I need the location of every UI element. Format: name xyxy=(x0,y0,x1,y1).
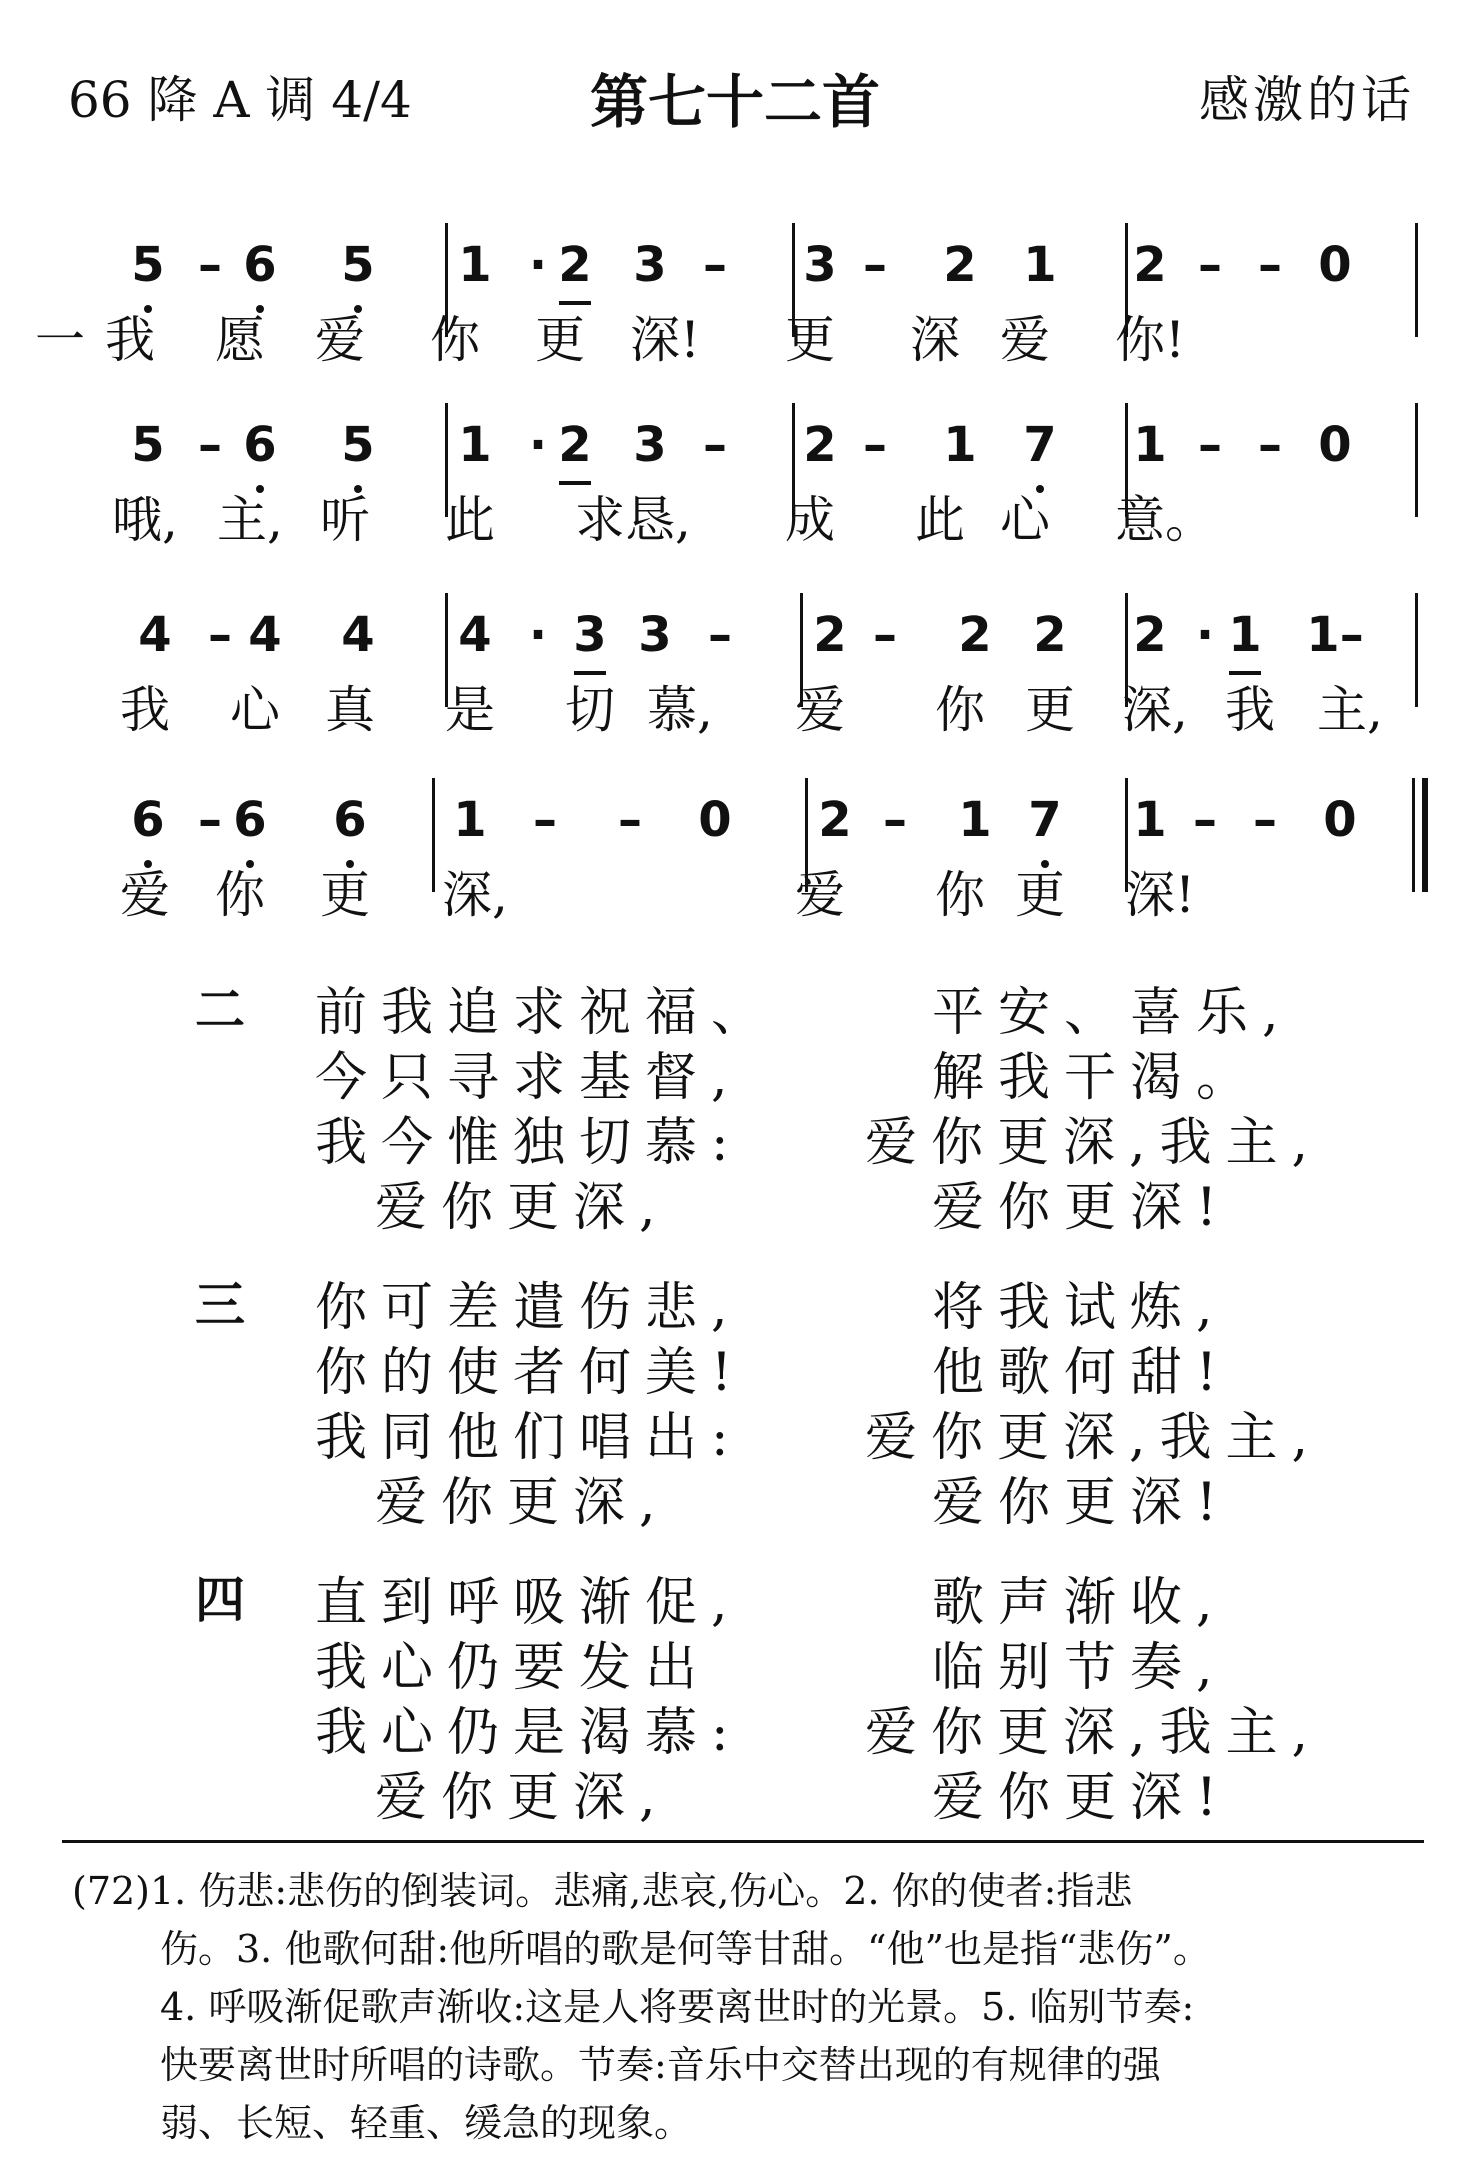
verse-line-second-half: 平安、喜乐, xyxy=(932,983,1293,1043)
note: – xyxy=(883,792,907,848)
lyric-syllable: 你! xyxy=(1114,311,1186,369)
note: 2 xyxy=(545,235,605,295)
note: 0 xyxy=(698,792,732,848)
note: 5 xyxy=(118,235,178,295)
note: 0 xyxy=(1318,417,1352,473)
note: 3 xyxy=(633,417,667,473)
note: 3 xyxy=(638,607,672,663)
barline xyxy=(1415,403,1418,517)
note: 4 xyxy=(458,607,492,663)
footnote-line: (72)1. 伤悲:悲伤的倒装词。悲痛,悲哀,伤心。2. 你的使者:指悲 xyxy=(72,1869,1133,1913)
note: · xyxy=(528,417,548,473)
footnote-line: 快要离世时所唱的诗歌。节奏:音乐中交替出现的有规律的强 xyxy=(160,2043,1161,2087)
note: 6 xyxy=(320,790,380,850)
verse-line-first-half: 今只寻求基督, xyxy=(315,1048,742,1108)
note: – xyxy=(703,417,727,473)
verse-line-first-half: 我心仍是渴慕: xyxy=(315,1703,743,1763)
lyric-syllable: 你 xyxy=(430,311,480,369)
lyric-syllable: 爱 xyxy=(120,866,170,924)
note: 4 xyxy=(248,607,282,663)
note: – xyxy=(618,792,642,848)
note: 2 xyxy=(1133,237,1167,293)
note: 2 xyxy=(943,237,977,293)
lyric-syllable: 主, xyxy=(1317,681,1383,739)
verse-line-first-half: 我心仍要发出 xyxy=(315,1638,712,1698)
lyric-syllable: 此 xyxy=(445,491,495,549)
note: 0 xyxy=(1318,237,1352,293)
underline-mark xyxy=(559,301,591,305)
note: 4 xyxy=(341,607,375,663)
note: 1 xyxy=(1133,792,1167,848)
note: – xyxy=(708,607,732,663)
note: – xyxy=(703,237,727,293)
lyric-syllable: 更 xyxy=(1015,866,1065,924)
lyric-syllable: 主, xyxy=(217,491,283,549)
note: 1– xyxy=(1306,607,1364,663)
verse-line-second-half: 爱你更深! xyxy=(932,1178,1231,1238)
verse-line-second-half: 他歌何甜! xyxy=(932,1343,1231,1403)
note: 5 xyxy=(131,417,165,473)
lyric-syllable: 心 xyxy=(1000,491,1050,549)
note: – xyxy=(198,792,222,848)
lyric-syllable: 爱 xyxy=(795,866,845,924)
note: – xyxy=(1193,792,1217,848)
note: 1 xyxy=(943,417,977,473)
note: – xyxy=(1198,237,1222,293)
verse-line-second-half: 解我干渴。 xyxy=(932,1048,1263,1108)
note: 1 xyxy=(1133,417,1167,473)
verse-line-second-half: 爱你更深,我主, xyxy=(865,1113,1323,1173)
note: 1 xyxy=(1023,237,1057,293)
verse-line-second-half: 爱你更深,我主, xyxy=(865,1703,1323,1763)
underline-mark xyxy=(1229,671,1261,675)
lyric-syllable: 哦, xyxy=(112,491,178,549)
verse-line-second-half: 将我试炼, xyxy=(932,1278,1227,1338)
note: 2 xyxy=(818,792,852,848)
barline xyxy=(1415,593,1418,707)
verse-line-first-half: 前我追求祝福、 xyxy=(315,983,778,1043)
lyric-syllable: 愿 xyxy=(215,311,265,369)
note: – xyxy=(873,607,897,663)
verse-line-first-half: 爱你更深, xyxy=(375,1178,670,1238)
footnote-line: 4. 呼吸渐促歌声渐收:这是人将要离世时的光景。5. 临别节奏: xyxy=(160,1985,1195,2029)
note: 2 xyxy=(813,607,847,663)
note: – xyxy=(198,417,222,473)
lyric-syllable: 深, xyxy=(1122,681,1188,739)
footnote-line: 伤。3. 他歌何甜:他所唱的歌是何等甘甜。“他”也是指“悲伤”。 xyxy=(160,1927,1211,1971)
underline-mark xyxy=(574,671,606,675)
verse-line-first-half: 直到呼吸渐促, xyxy=(315,1573,742,1633)
lyric-syllable: 深! xyxy=(629,311,701,369)
note: 7 xyxy=(1010,415,1070,475)
verse-line-second-half: 爱你更深! xyxy=(932,1473,1231,1533)
lyric-syllable: 我 xyxy=(1225,681,1275,739)
underline-mark xyxy=(559,481,591,485)
note: 6 xyxy=(118,790,178,850)
note: 5 xyxy=(328,415,388,475)
verse-line-first-half: 我今惟独切慕: xyxy=(315,1113,743,1173)
lyric-syllable: 是 xyxy=(445,681,495,739)
note: 3 xyxy=(633,237,667,293)
lyric-syllable: 我 xyxy=(120,681,170,739)
note: – xyxy=(208,607,232,663)
note: – xyxy=(1258,417,1282,473)
note: 2 xyxy=(1033,607,1067,663)
verse-line-second-half: 临别节奏, xyxy=(932,1638,1227,1698)
lyric-syllable: 爱 xyxy=(1000,311,1050,369)
hymn-title: 第七十二首 xyxy=(589,68,880,136)
lyric-syllable: 真 xyxy=(325,681,375,739)
note: 6 xyxy=(230,415,290,475)
final-barline-thick xyxy=(1422,778,1428,892)
note: 3 xyxy=(803,237,837,293)
lyric-syllable: 更 xyxy=(320,866,370,924)
footnote-line: 弱、长短、轻重、缓急的现象。 xyxy=(160,2101,693,2145)
note: · xyxy=(528,607,548,663)
lyric-syllable: 更 xyxy=(785,311,835,369)
note: – xyxy=(198,237,222,293)
lyric-syllable: 心 xyxy=(230,681,280,739)
verse-line-second-half: 爱你更深,我主, xyxy=(865,1408,1323,1468)
note: 2 xyxy=(803,417,837,473)
lyric-syllable: 更 xyxy=(535,311,585,369)
note: 7 xyxy=(1015,790,1075,850)
note: 5 xyxy=(328,235,388,295)
verse-line-first-half: 爱你更深, xyxy=(375,1473,670,1533)
note: 2 xyxy=(545,415,605,475)
note: 1 xyxy=(1215,605,1275,665)
lyric-syllable: 慕, xyxy=(647,681,713,739)
note: – xyxy=(1198,417,1222,473)
footnotes xyxy=(72,1862,1432,2152)
verse-line-second-half: 歌声渐收, xyxy=(932,1573,1227,1633)
note: – xyxy=(863,417,887,473)
lyric-syllable: 深 xyxy=(910,311,960,369)
lyric-syllable: 求恳, xyxy=(575,491,691,549)
note: 1 xyxy=(458,237,492,293)
note: – xyxy=(533,792,557,848)
note: – xyxy=(863,237,887,293)
note: 2 xyxy=(958,607,992,663)
note: – xyxy=(1258,237,1282,293)
note: 1 xyxy=(958,792,992,848)
lyric-syllable: 深, xyxy=(442,866,508,924)
lyric-syllable: 更 xyxy=(1025,681,1075,739)
lyric-syllable: 听 xyxy=(320,491,370,549)
lyric-syllable: 你 xyxy=(215,866,265,924)
lyric-syllable: 切 xyxy=(565,681,615,739)
footnote-divider xyxy=(62,1840,1424,1843)
hymn-key-meter: 66 降 A 调 4/4 xyxy=(68,71,412,129)
verse-number: 三 xyxy=(195,1276,245,1334)
verse-number: 四 xyxy=(195,1571,245,1629)
lyric-syllable: 成 xyxy=(785,491,835,549)
final-barline-thin xyxy=(1412,778,1415,892)
note: – xyxy=(1253,792,1277,848)
lyric-syllable: 深! xyxy=(1124,866,1196,924)
verse-line-first-half: 你可差遣伤悲, xyxy=(315,1278,742,1338)
verse-line-first-half: 爱你更深, xyxy=(375,1768,670,1828)
verse-line-second-half: 爱你更深! xyxy=(932,1768,1231,1828)
lyric-syllable: 爱 xyxy=(315,311,365,369)
lyric-syllable: 你 xyxy=(935,681,985,739)
note: 6 xyxy=(230,235,290,295)
note: 0 xyxy=(1323,792,1357,848)
note: · xyxy=(528,237,548,293)
note: 3 xyxy=(560,605,620,665)
barline xyxy=(1415,223,1418,337)
lyric-syllable: 爱 xyxy=(795,681,845,739)
note: 6 xyxy=(220,790,280,850)
lyric-syllable: 意。 xyxy=(1115,491,1215,549)
lyric-syllable: 一 xyxy=(35,311,85,369)
lyric-syllable: 此 xyxy=(915,491,965,549)
note: 2 xyxy=(1133,607,1167,663)
note: · xyxy=(1195,607,1215,663)
note: 4 xyxy=(138,607,172,663)
verse-line-first-half: 你的使者何美! xyxy=(315,1343,746,1403)
verse-number: 二 xyxy=(195,981,245,1039)
verse-line-first-half: 我同他们唱出: xyxy=(315,1408,743,1468)
hymn-subtitle: 感激的话 xyxy=(1199,71,1415,129)
lyric-syllable: 你 xyxy=(935,866,985,924)
lyric-syllable: 我 xyxy=(105,311,155,369)
note: 1 xyxy=(458,417,492,473)
note: 1 xyxy=(453,792,487,848)
